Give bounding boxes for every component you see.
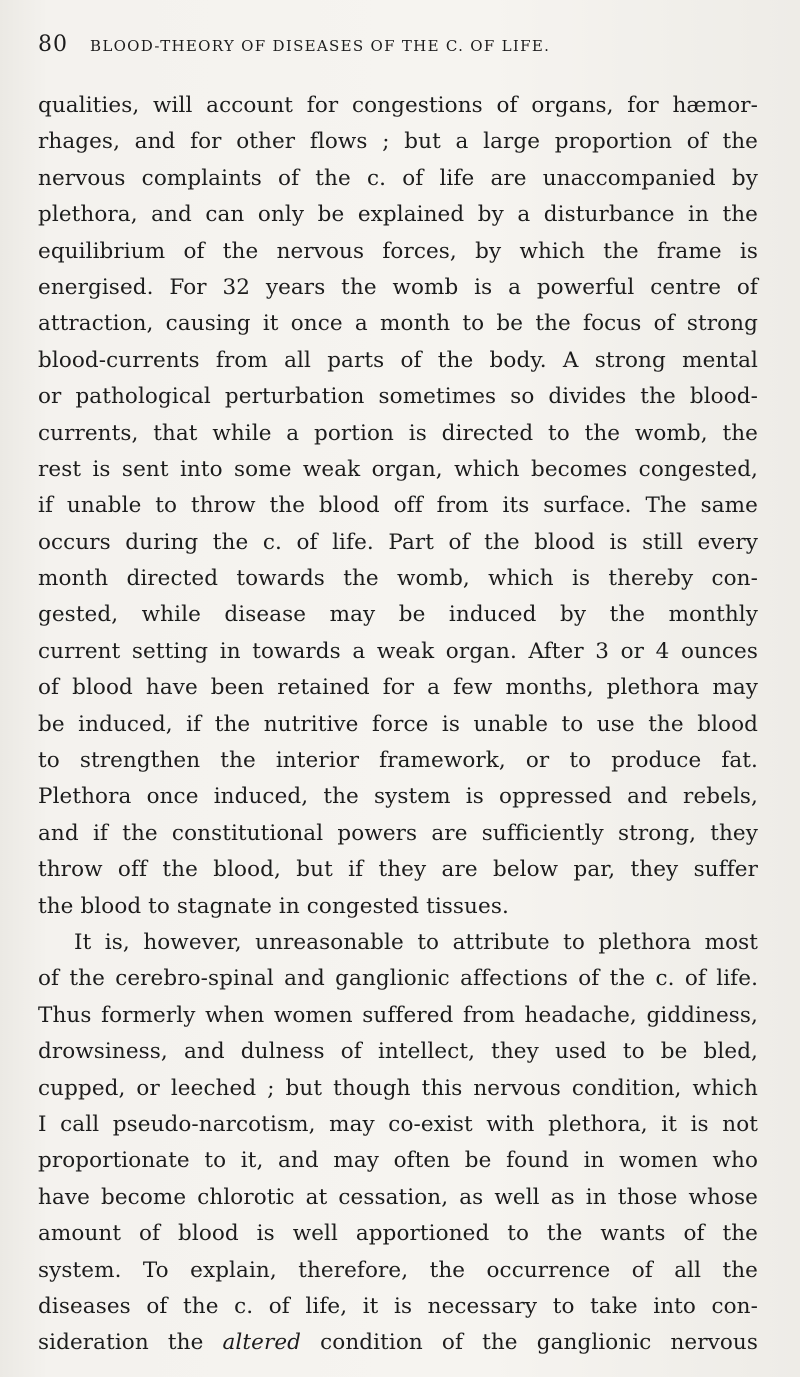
page-number: 80 xyxy=(38,32,68,57)
text-line: nervous complaints of the c. of life are unaccompanied by xyxy=(38,165,758,191)
text-line: gested, while disease may be induced by the monthly xyxy=(38,602,758,628)
text-line: I call pseudo-narcotism, may co-exist with plethora, it is not xyxy=(38,1111,758,1137)
text-line: drowsiness, and dulness of intellect, they used to be bled, xyxy=(38,1039,758,1065)
text-line: if unable to throw the blood off from its surface. The same xyxy=(38,493,758,519)
text-line: Plethora once induced, the system is oppressed and rebels, xyxy=(38,784,758,810)
text-line: current setting in towards a weak organ. After 3 or 4 ounces xyxy=(38,638,758,664)
text-line: rest is sent into some weak organ, which becomes congested, xyxy=(38,456,758,482)
text-line: and if the constitutional powers are sufficiently strong, they xyxy=(38,820,758,846)
text-line: month directed towards the womb, which is thereby con- xyxy=(38,566,758,592)
text-line: to strengthen the interior framework, or to produce fat. xyxy=(38,748,758,774)
text-line: cupped, or leeched ; but though this nervous condition, which xyxy=(38,1075,758,1101)
text-line: energised. For 32 years the womb is a powerful centre of xyxy=(38,274,758,300)
text-line: amount of blood is well apportioned to the wants of the xyxy=(38,1221,758,1247)
text-line: throw off the blood, but if they are below par, they suffer xyxy=(38,857,758,883)
text-line: be induced, if the nutritive force is unable to use the blood xyxy=(38,711,758,737)
text-line: attraction, causing it once a month to be the focus of strong xyxy=(38,311,758,337)
text-line: occurs during the c. of life. Part of the blood is still every xyxy=(38,529,758,555)
text-line: of blood have been retained for a few months, plethora may xyxy=(38,675,758,701)
text-line: the blood to stagnate in congested tissues. xyxy=(38,893,509,919)
text-line: rhages, and for other flows ; but a large proportion of the xyxy=(38,129,758,155)
text-line: equilibrium of the nervous forces, by which the frame is xyxy=(38,238,758,264)
emphasis-altered: altered xyxy=(222,1330,302,1356)
text-line: plethora, and can only be explained by a disturbance in the xyxy=(38,202,758,228)
text-line: proportionate to it, and may often be found in women who xyxy=(38,1148,758,1174)
text-line: or pathological perturbation sometimes so divides the blood- xyxy=(38,384,758,410)
text-line-final: sideration the altered condition of the ganglionic nervous xyxy=(38,1330,758,1356)
text-line: blood-currents from all parts of the body. A strong mental xyxy=(38,347,758,373)
text-line: system. To explain, therefore, the occurrence of all the xyxy=(38,1257,758,1283)
text-line: diseases of the c. of life, it is necessary to take into con- xyxy=(38,1293,758,1319)
text-line: have become chlorotic at cessation, as well as in those whose xyxy=(38,1184,758,1210)
text-line: of the cerebro-spinal and ganglionic affections of the c. of life. xyxy=(38,966,758,992)
text-body xyxy=(38,88,758,1362)
text-line: Thus formerly when women suffered from headache, giddiness, xyxy=(38,1002,758,1028)
page-header xyxy=(38,32,758,66)
text-line: currents, that while a portion is directed to the womb, the xyxy=(38,420,758,446)
paragraph-2 xyxy=(38,925,758,1325)
paragraph-1 xyxy=(38,88,758,925)
text-line: qualities, will account for congestions of organs, for hæmor- xyxy=(38,93,758,118)
running-title: BLOOD-THEORY OF DISEASES OF THE C. OF LIFE. xyxy=(90,37,551,55)
text-line: It is, however, unreasonable to attribute to plethora most xyxy=(74,929,758,955)
